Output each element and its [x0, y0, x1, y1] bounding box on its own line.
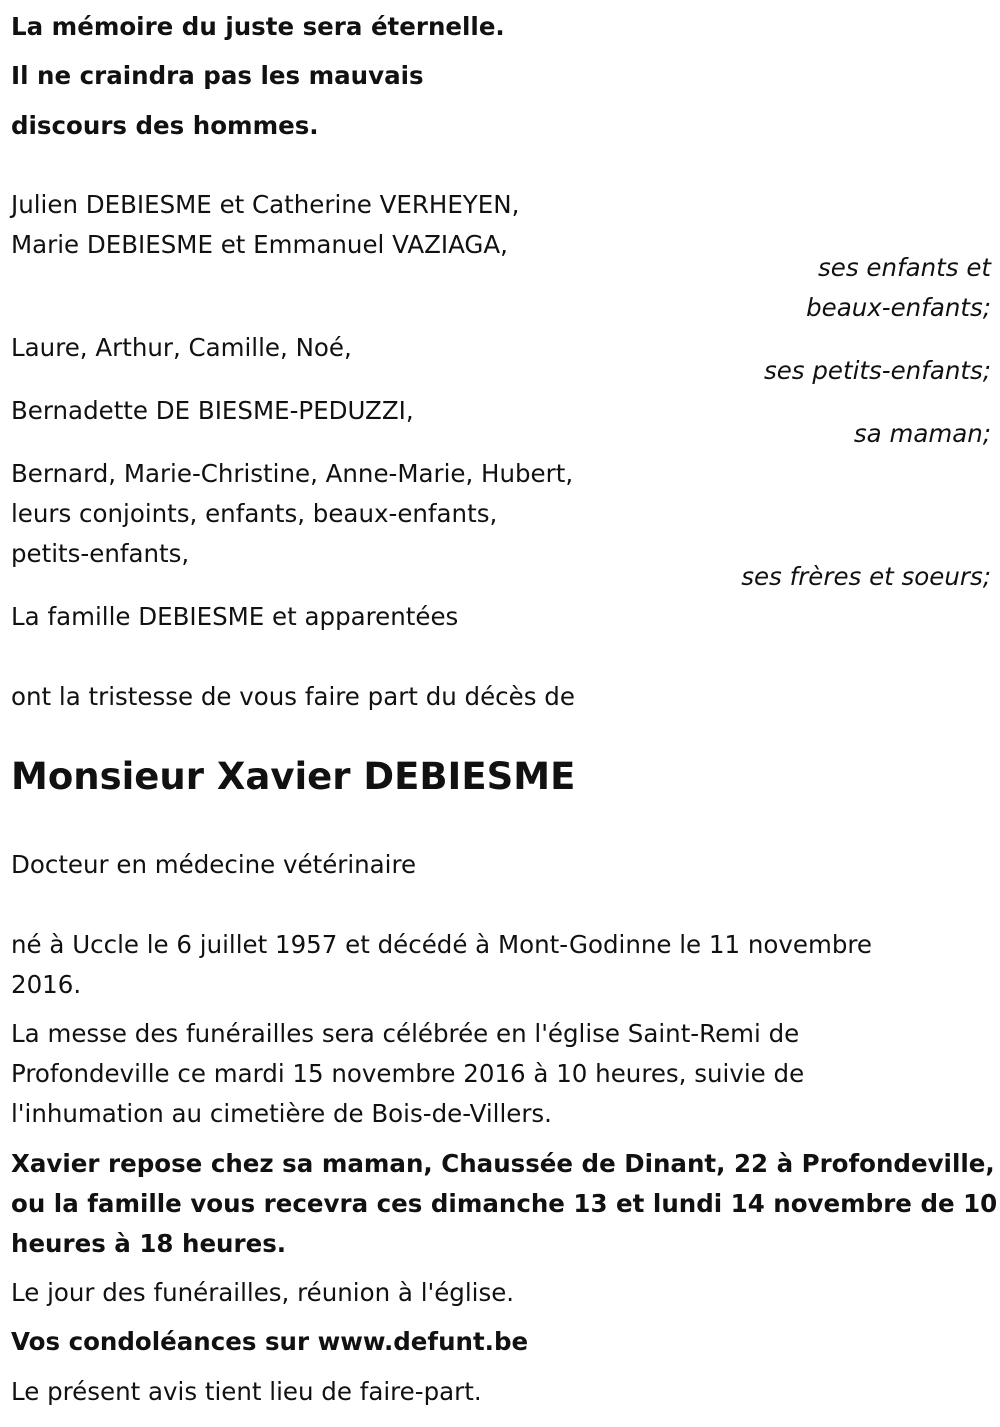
- children-role-line-2: beaux-enfants;: [806, 293, 991, 322]
- children-role-line-1: ses enfants et: [818, 253, 991, 282]
- visit-line-2: ou la famille vous recevra ces dimanche 13 et lundi 14 novembre de 10: [11, 1189, 998, 1218]
- announcement-text: ont la tristesse de vous faire part du décès de: [11, 682, 575, 711]
- quote-line-3: discours des hommes.: [11, 111, 319, 140]
- birth-death-line-2: 2016.: [11, 970, 82, 999]
- mother-name: Bernadette DE BIESME-PEDUZZI,: [11, 396, 414, 425]
- birth-death-line-1: né à Uccle le 6 juillet 1957 et décédé à Mont-Godinne le 11 novembre: [11, 930, 872, 959]
- mass-line-1: La messe des funérailles sera célébrée en l'église Saint-Remi de: [11, 1019, 800, 1048]
- condolences-info: Vos condoléances sur www.defunt.be: [11, 1327, 529, 1356]
- quote-line-1: La mémoire du juste sera éternelle.: [11, 12, 505, 41]
- siblings-line-2: leurs conjoints, enfants, beaux-enfants,: [11, 499, 498, 528]
- siblings-line-3: petits-enfants,: [11, 539, 190, 568]
- deceased-name: Monsieur Xavier DEBIESME: [11, 755, 576, 798]
- children-line-2: Marie DEBIESME et Emmanuel VAZIAGA,: [11, 230, 508, 259]
- visit-line-3: heures à 18 heures.: [11, 1229, 287, 1258]
- mother-role: sa maman;: [853, 419, 991, 448]
- extended-family: La famille DEBIESME et apparentées: [11, 602, 459, 631]
- quote-line-2: Il ne craindra pas les mauvais: [11, 61, 424, 90]
- deceased-profession: Docteur en médecine vétérinaire: [11, 850, 417, 879]
- visit-line-1: Xavier repose chez sa maman, Chaussée de Dinant, 22 à Profondeville,: [11, 1149, 995, 1178]
- siblings-line-1: Bernard, Marie-Christine, Anne-Marie, Hubert,: [11, 459, 574, 488]
- meeting-info: Le jour des funérailles, réunion à l'église.: [11, 1278, 515, 1307]
- siblings-role: ses frères et soeurs;: [741, 562, 991, 591]
- notice-text: Le présent avis tient lieu de faire-part.: [11, 1377, 482, 1406]
- children-line-1: Julien DEBIESME et Catherine VERHEYEN,: [11, 190, 520, 219]
- mass-line-2: Profondeville ce mardi 15 novembre 2016 à 10 heures, suivie de: [11, 1059, 805, 1088]
- mass-line-3: l'inhumation au cimetière de Bois-de-Villers.: [11, 1099, 552, 1128]
- grandchildren-role: ses petits-enfants;: [763, 356, 991, 385]
- grandchildren-names: Laure, Arthur, Camille, Noé,: [11, 333, 352, 362]
